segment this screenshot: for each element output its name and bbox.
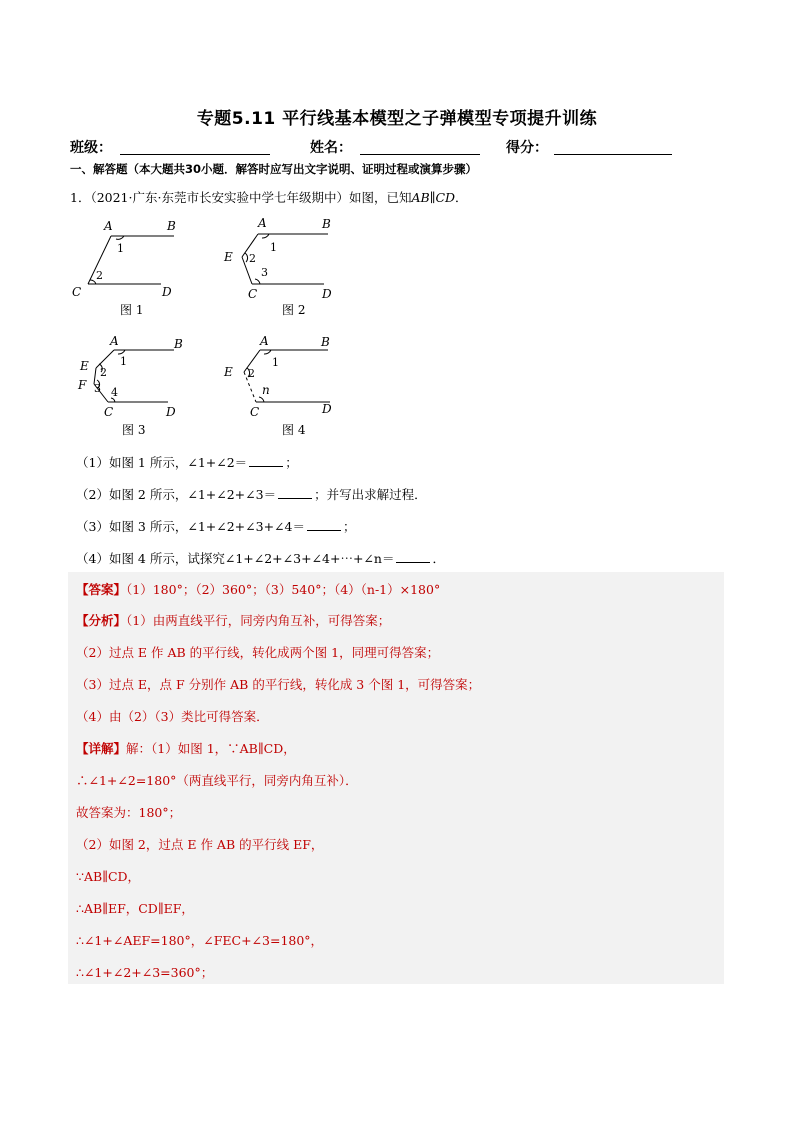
figure-3 [77,334,183,437]
fig4-angle-1: 1 [272,356,279,369]
fig3-angle-1: 1 [120,355,127,368]
fig2-label-B: B [322,217,331,231]
score-blank [554,154,672,155]
detail-text: 故答案为：180°； [76,805,182,820]
fig4-label-B: B [321,335,330,349]
fig3-angle-2: 2 [100,366,107,379]
analysis-text: （2）过点 E 作 AB 的平行线，转化成两个图 1，同理可得答案； [76,645,440,660]
section-heading: 一、解答题（本大题共30小题．解答时应写出文字说明、证明过程或演算步骤） [70,162,477,176]
fig2-label-E: E [224,250,233,264]
analysis-text: （4）由（2）（3）类比可得答案． [76,709,269,724]
analysis-text: （1）由两直线平行，同旁内角互补，可得答案； [126,613,391,628]
detail-text: 解：（1）如图 1，∵AB∥CD， [126,741,296,756]
fig3-label-D: D [166,405,176,419]
detail-line [76,899,194,917]
subquestion-1-end: ； [285,455,298,470]
analysis-line [76,675,480,693]
subquestion-2-text: （2）如图 2 所示，∠1+∠2+∠3＝ [76,487,277,502]
answer-blank [396,550,430,563]
subquestion-1-text: （1）如图 1 所示，∠1+∠2＝ [76,455,248,470]
answer-blank [278,486,312,499]
question-1 [70,188,468,206]
fig4-label-A: A [260,334,269,348]
fig2-angle-3: 3 [261,266,268,279]
fig3-label-C: C [104,405,114,419]
fig1-label-D: D [162,285,172,299]
subquestion-4-text: （4）如图 4 所示，试探究∠1+∠2+∠3+∠4+⋯+∠n＝ [76,551,395,566]
detail-text: ∴∠1+∠2+∠3=360°； [76,965,214,980]
fig1-angle-1: 1 [117,242,124,255]
fig3-label-E: E [80,359,89,373]
fig1-label-C: C [72,285,82,299]
score-label: 得分： [506,140,548,156]
analysis-line [76,707,269,725]
class-blank [120,154,270,155]
fig3-angle-4: 4 [111,386,118,399]
class-label: 班级： [70,140,112,156]
page-title: 专题5.11 平行线基本模型之子弹模型专项提升训练 [196,109,598,129]
fig2-caption: 图 2 [282,303,306,317]
figure-1 [72,219,176,317]
fig1-label-B: B [167,219,176,233]
detail-line [76,931,323,949]
figure-4 [223,334,332,437]
analysis-line [76,643,439,661]
fig4-label-D: D [322,402,332,416]
subquestion-4 [76,549,445,567]
detail-text: ∴∠1+∠2=180°（两直线平行，同旁内角互补）． [76,773,358,788]
detail-line [76,739,296,757]
analysis-line [76,611,390,629]
detail-text: ∴AB∥EF，CD∥EF， [76,901,194,916]
fig2-label-A: A [258,216,267,230]
fig4-caption: 图 4 [282,423,306,437]
subquestion-2 [76,485,427,503]
fig4-angle-n: n [262,383,270,397]
answer-blank [307,518,341,531]
detail-tag: 【详解】 [76,741,127,756]
question-rel: AB∥CD [411,190,456,205]
subquestion-3-text: （3）如图 3 所示，∠1+∠2+∠3+∠4＝ [76,519,305,534]
figure-2 [223,216,332,317]
fig1-angle-2: 2 [96,269,103,282]
student-info-row [70,137,690,157]
detail-line [76,963,213,981]
detail-text: ∵AB∥CD， [76,869,141,884]
fig2-angle-1: 1 [270,241,277,254]
figures [66,212,356,442]
detail-text: ∴∠1+∠AEF=180°，∠FEC+∠3=180°， [76,933,324,948]
detail-text: （2）如图 2，过点 E 作 AB 的平行线 EF， [76,837,324,852]
answer-blank [249,454,283,467]
analysis-tag: 【分析】 [76,613,127,628]
answer-line [76,580,440,598]
subquestion-3-end: ； [342,519,356,534]
detail-line [76,803,181,821]
subquestion-2-end: ；并写出求解过程． [314,487,427,502]
name-label: 姓名： [310,140,352,156]
answer-tag: 【答案】 [76,582,127,597]
question-suffix: ． [455,190,468,205]
analysis-text: （3）过点 E，点 F 分别作 AB 的平行线，转化成 3 个图 1，可得答案； [76,677,481,692]
fig3-caption: 图 3 [122,423,146,437]
fig4-label-C: C [250,405,260,419]
fig1-label-A: A [104,219,113,233]
detail-line [76,867,140,885]
fig4-angle-2: 2 [248,367,255,380]
fig2-label-C: C [248,287,258,301]
fig2-label-D: D [322,287,332,301]
fig3-label-A: A [110,334,119,348]
fig4-label-E: E [224,365,233,379]
subquestion-3 [76,517,356,535]
subquestion-1 [76,453,298,471]
fig3-angle-3: 3 [94,382,101,395]
subquestion-4-end: ． [432,551,445,566]
fig3-label-F: F [78,378,87,392]
fig3-label-B: B [174,337,183,351]
answer-text: （1）180°；（2）360°；（3）540°；（4）（n-1）×180° [126,582,441,597]
name-blank [360,154,480,155]
fig1-caption: 图 1 [120,303,144,317]
detail-line [76,771,358,789]
fig2-angle-2: 2 [249,252,256,265]
detail-line [76,835,323,853]
question-prefix: 1．（2021·广东·东莞市长安实验中学七年级期中）如图，已知 [70,190,412,205]
